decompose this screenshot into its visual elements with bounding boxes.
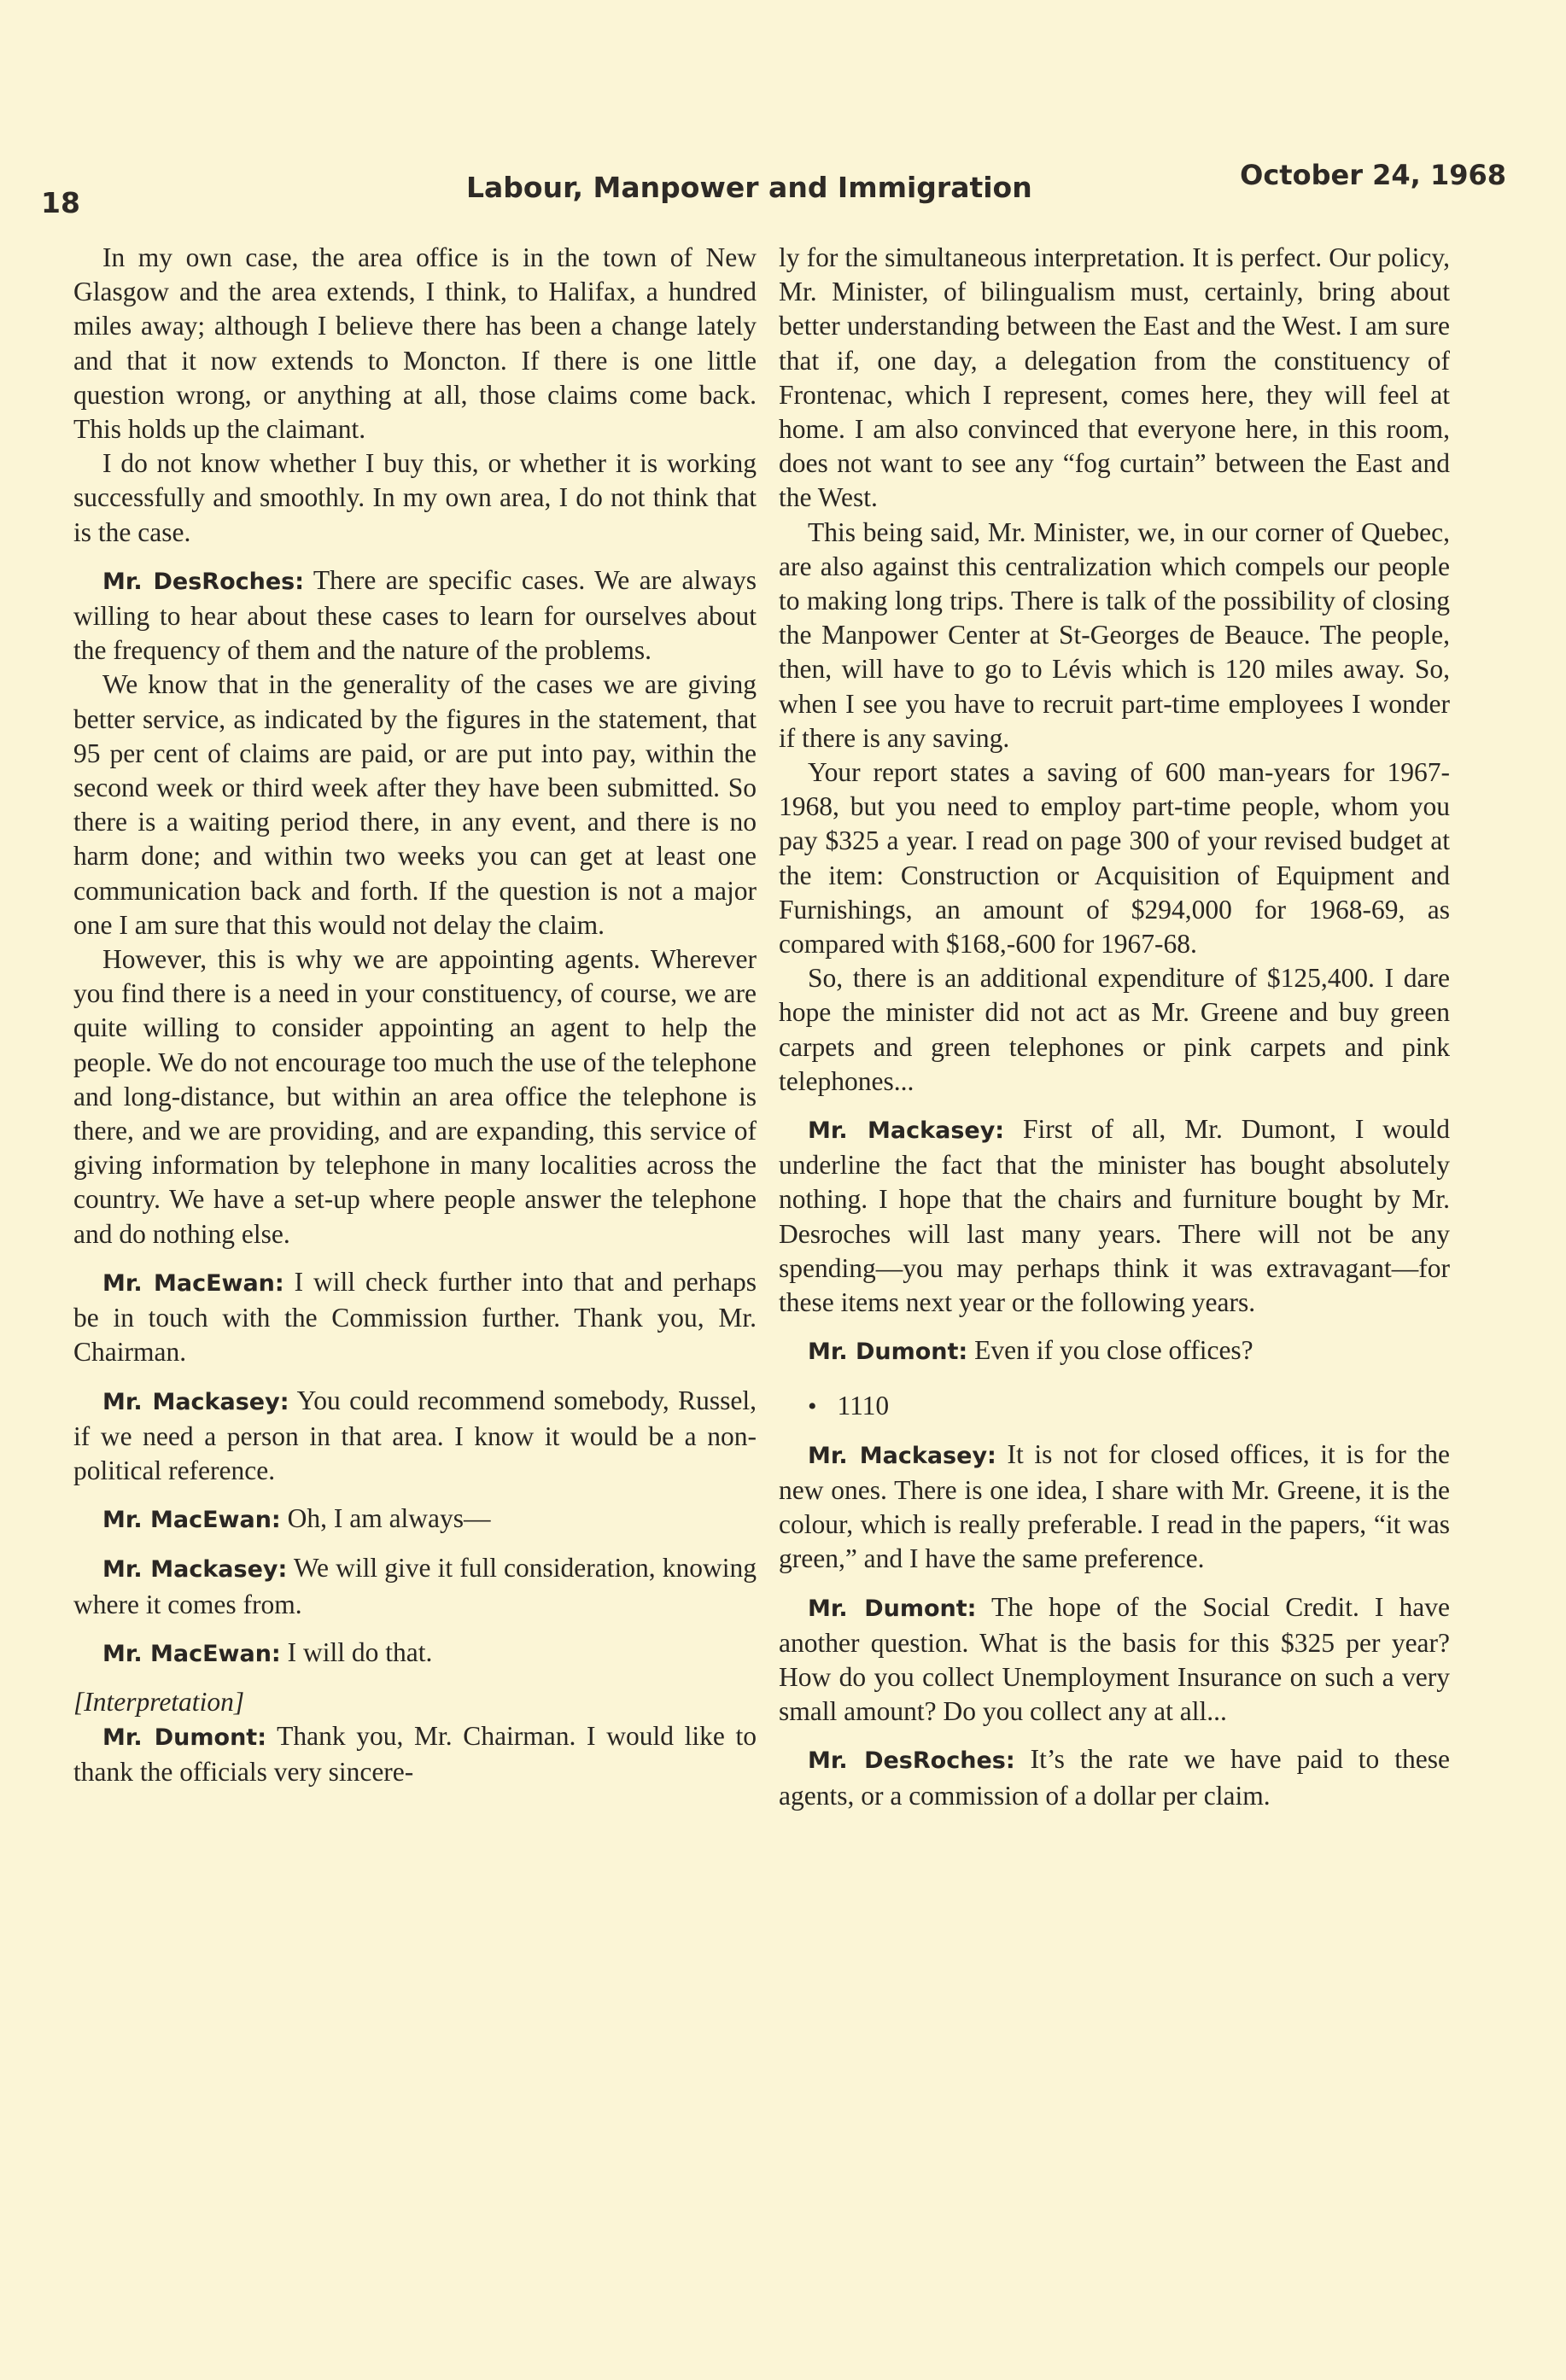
speech-paragraph — [779, 1112, 1450, 1320]
speaker-name: Mr. Dumont: — [102, 1724, 267, 1752]
speech-text: The hope of the Social Credit. I have another question. What is the basis for this $325 per year? How do you collect Unemployment Insurance on such a very small amount? Do you collect any at all... — [779, 1591, 1450, 1727]
speech-text: You could recommend somebody, Russel, if we need a person in that area. I know it would be a non-political reference. — [73, 1385, 757, 1485]
paragraph: However, this is why we are appointing agents. Wherever you find there is a need in your constituency, of course, we are quite willing to consider appointing an agent to help the people. We do not encourage too much the use of the telephone and long-distance, but within an area office the telephone is there, and we are providing, and are expanding, this service of giving information by telephone in many localities across the country. We have a set-up where people answer the telephone and do nothing else. — [73, 944, 757, 1249]
paragraph: Your report states a saving of 600 man-years for 1967-1968, but you need to employ part-time people, whom you pay $325 a year. I read on page 300 of your revised budget at the item: Construction or Acquisition of Equipment and Furnishings, an amount of $294,000 for 1968-69, as compared with $168,-600 for 1967-68. — [779, 757, 1450, 960]
speech-text: Thank you, Mr. Chairman. I would like to thank the officials very sincere- — [73, 1721, 757, 1788]
speaker-name: Mr. Mackasey: — [102, 1556, 288, 1584]
page-number: 18 — [41, 186, 80, 219]
speaker-name: Mr. Dumont: — [808, 1595, 977, 1622]
speech-paragraph — [779, 1438, 1450, 1577]
running-title: Labour, Manpower and Immigration — [466, 171, 1032, 204]
speech-paragraph — [73, 1551, 757, 1621]
time-marker-text: 1110 — [837, 1390, 890, 1420]
speech-paragraph — [779, 1590, 1450, 1730]
paragraph: We know that in the generality of the cases we are giving better service, as indicated by the figures in the statement, that 95 per cent of claims are paid, or are put into pay, within the second week or third week after they have been submitted. So there is a waiting period there, in any event, and there is no harm done; and within two weeks you can get at least one communication back and forth. If the question is not a major one I am sure that this would not delay the claim. — [73, 669, 757, 940]
interpretation-note — [73, 1685, 757, 1719]
right-column — [779, 241, 1450, 1813]
interpretation-label: [Interpretation] — [73, 1686, 245, 1717]
page-header — [41, 159, 1506, 219]
speaker-name: Mr. Mackasey: — [808, 1117, 1005, 1145]
speech-paragraph — [779, 1333, 1450, 1369]
speech-text: Oh, I am always— — [280, 1503, 491, 1534]
speech-paragraph — [73, 1502, 757, 1537]
paragraph: I do not know whether I buy this, or whether it is working successfully and smoothly. In my own area, I do not think that is the case. — [73, 448, 757, 547]
speech-text: We will give it full consideration, knowing where it comes from. — [73, 1553, 757, 1619]
speaker-name: Mr. DesRoches: — [808, 1747, 1015, 1775]
speech-paragraph — [73, 1384, 757, 1489]
bullet-icon: • — [808, 1391, 817, 1420]
speaker-name: Mr. MacEwan: — [102, 1269, 284, 1297]
speech-paragraph — [73, 1265, 757, 1370]
speech-text: First of all, Mr. Dumont, I would underline the fact that the minister has bought absolutely nothing. I hope that the chairs and furniture bought by Mr. Desroches will last many years. There will not be any spending—you may perhaps think it was extravagant—for these items next year or the following years. — [779, 1114, 1451, 1318]
speaker-name: Mr. MacEwan: — [102, 1640, 281, 1667]
paragraph: In my own case, the area office is in the town of New Glasgow and the area extends, I think, to Halifax, a hundred miles away; although I believe there has been a change lately and that it now extends to Moncton. If there is one little question wrong, or anything at all, those claims come back. This holds up the claimant. — [73, 242, 757, 445]
speaker-name: Mr. Mackasey: — [102, 1388, 289, 1415]
paragraph: This being said, Mr. Minister, we, in our corner of Quebec, are also against this centralization which compels our people to making long trips. There is talk of the possibility of closing the Manpower Center at St-Georges de Beauce. The people, then, will have to go to Lévis which is 120 miles away. So, when I see you have to recruit part-time employees I wonder if there is any saving. — [779, 516, 1450, 753]
speech-paragraph — [779, 1742, 1450, 1812]
speech-text: I will do that. — [280, 1636, 433, 1667]
speech-text: It is not for closed offices, it is for the new ones. There is one idea, I share with Mr. Greene, it is the colour, which is really preferable. I read in the papers, “it was green,” and I have the same preference. — [779, 1438, 1450, 1574]
time-marker — [779, 1389, 1450, 1424]
speaker-name: Mr. Mackasey: — [808, 1442, 996, 1469]
running-date: October 24, 1968 — [1240, 159, 1506, 191]
speech-paragraph — [73, 563, 757, 668]
paragraph: So, there is an additional expenditure of $125,400. I dare hope the minister did not act as Mr. Greene and buy green carpets and green telephones or pink carpets and pink telephones... — [779, 963, 1450, 1096]
speech-text: It’s the rate we have paid to these agents, or a commission of a dollar per claim. — [779, 1744, 1450, 1811]
speech-paragraph — [73, 1719, 757, 1789]
speech-paragraph — [73, 1636, 757, 1671]
speaker-name: Mr. DesRoches: — [102, 568, 305, 595]
speaker-name: Mr. MacEwan: — [102, 1507, 281, 1534]
left-column — [73, 241, 757, 1790]
speech-text: There are specific cases. We are always willing to hear about these cases to learn for ourselves about the frequency of them and the nature of the problems. — [73, 564, 757, 666]
paragraph: ly for the simultaneous interpretation. It is perfect. Our policy, Mr. Minister, of bilingualism must, certainly, bring about better understanding between the East and the West. I am sure that if, one day, a delegation from the constituency of Frontenac, which I represent, comes here, they will feel at home. I am also convinced that everyone here, in this room, does not want to see any “fog curtain” between the East and the West. — [779, 242, 1450, 513]
speaker-name: Mr. Dumont: — [808, 1339, 968, 1366]
speech-text: I will check further into that and perhaps be in touch with the Commission further. Thank you, Mr. Chairman. — [73, 1266, 757, 1368]
speech-text: Even if you close offices? — [967, 1335, 1253, 1366]
